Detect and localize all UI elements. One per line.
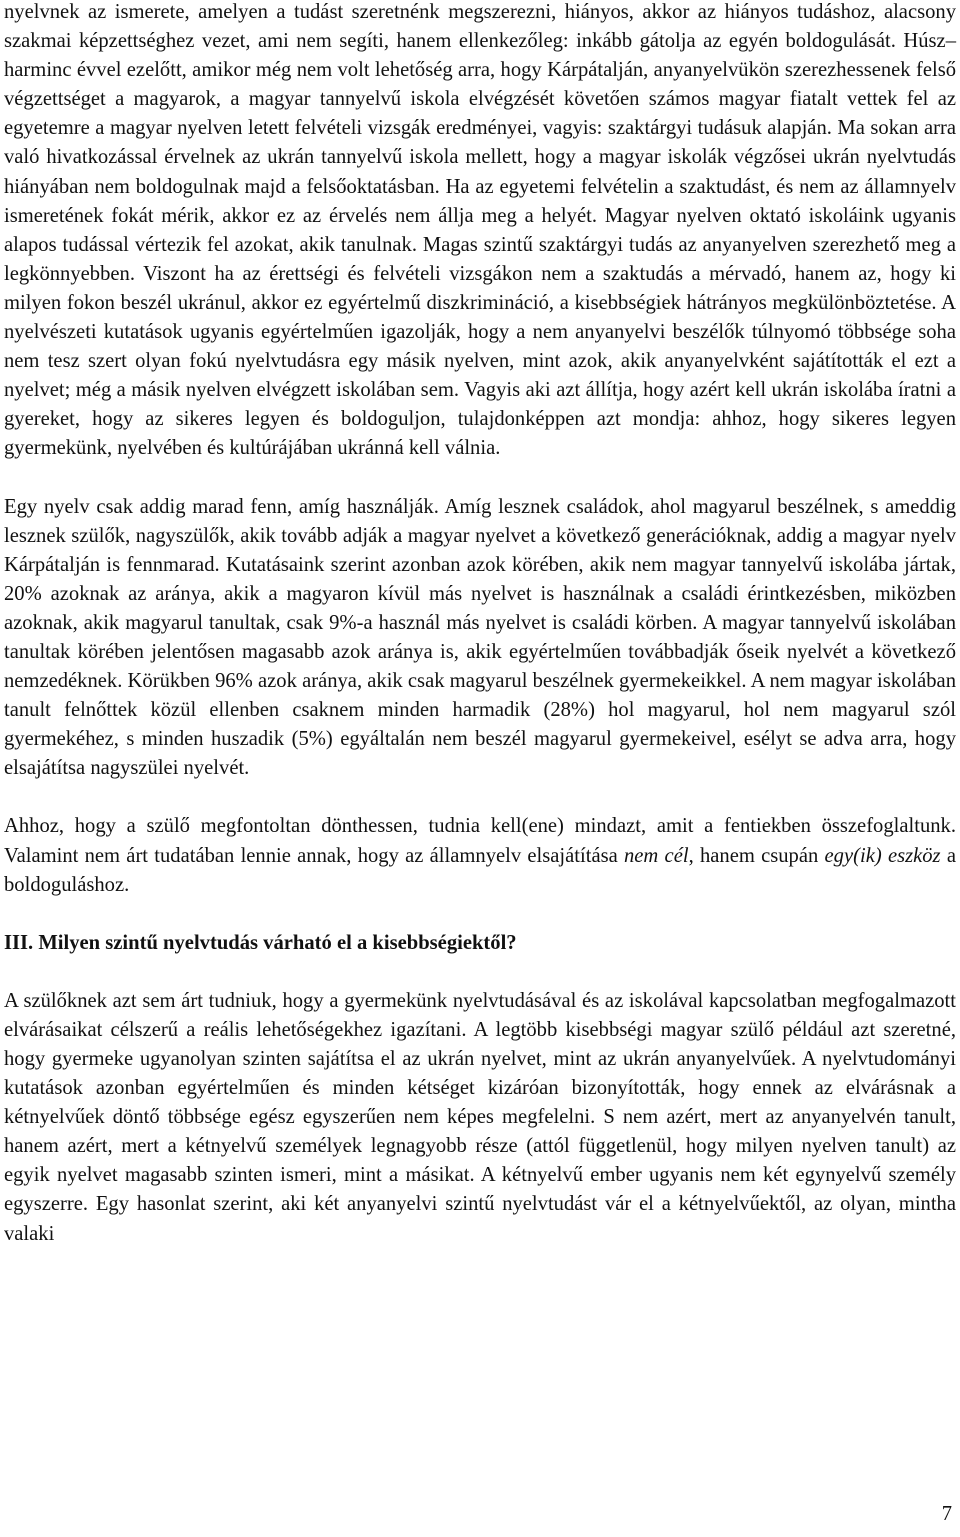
- paragraph-4: A szülőknek azt sem árt tudniuk, hogy a gyermekünk nyelvtudásával és az iskolával kapcsolatban megfogalmazott elvárásaikat célszerű a reális lehetőségekhez igazítani. A legtöbb kisebbségi magyar szülő például azt szeretné, hogy gyermeke ugyanolyan szinten sajátítsa el az ukrán nyelvet, mint az ukrán anyanyelvűek. A nyelvtudományi kutatások azonban egyértelműen és minden kétséget kizáróan bizonyították, hogy ennek az elvárásnak a kétnyelvűek döntő többsége egész egyszerűen nem képes megfelelni. S nem azért, mert az anyanyelvén tanult, hanem azért, mert a kétnyelvű személyek legnagyobb része (attól függetlenül, hogy milyen nyelven tanult) az egyik nyelvet magasabb szinten ismeri, mint a másikat. A kétnyelvű ember ugyanis nem két egynyelvű személy egyszerre. Egy hasonlat szerint, aki két anyanyelvi szintű nyelvtudást vár el a kétnyelvűektől, az olyan, mintha valaki: [4, 989, 956, 1245]
- page-number: 7: [941, 1503, 952, 1525]
- paragraph-3-emphasis-2: egy(ik) eszköz: [824, 844, 941, 867]
- paragraph-3-text-end: a boldoguláshoz.: [4, 844, 956, 896]
- paragraph-2: Egy nyelv csak addig marad fenn, amíg használják. Amíg lesznek családok, ahol magyarul beszélnek, s ameddig lesznek szülők, nagyszülők, akik tovább adják a magyar nyelvet a következő generációknak, addig a magyar nyelv Kárpátalján is fennmarad. Kutatásaink szerint azonban azok körében, akik nem magyar tannyelvű iskolába jártak, 20% azoknak az aránya, akik a magyaron kívül más nyelvet is használnak a családi érintkezésben, miközben azoknak, akik magyarul tanultak, csak 9%-a használ más nyelvet is családi körben. A magyar tannyelvű iskolában tanultak körében jelentősen magasabb azok aránya is, akik egyértelműen továbbadják őseik nyelvét a következő nemzedéknek. Körükben 96% azok aránya, akik csak magyarul beszélnek gyermekeikkel. A nem magyar iskolában tanult felnőttek közül ellenben csaknem minden harmadik (28%) hol magyarul, hol nem magyarul szól gyermekéhez, s minden huszadik (5%) egyáltalán nem beszél magyarul gyermekeivel, esélyt se adva arra, hogy elsajátítsa nagyszülei nyelvét.: [4, 495, 956, 780]
- paragraph-1: nyelvnek az ismerete, amelyen a tudást szeretnénk megszerezni, hiányos, akkor az hiányos tudáshoz, alacsony szakmai képzettséghez vezet, ami nem segíti, hanem ellenkezőleg: inkább gátolja az egyén boldogulását. Húsz–harminc évvel ezelőtt, amikor még nem volt lehetőség arra, hogy Kárpátalján, anyanyelvükön szerezhessenek felső végzettséget a magyarok, a magyar tannyelvű iskola elvégzését követően számos magyar fiatalt vettek fel az egyetemre a magyar nyelven letett felvételi vizsgák eredményei, vagyis: szaktárgyi tudásuk alapján. Ma sokan arra való hivatkozással érvelnek az ukrán tannyelvű iskola mellett, hogy a magyar iskolák végzősei ukrán nyelvtudás hiányában nem boldogulnak majd a felsőoktatásban. Ha az egyetemi felvételin a szaktudást, és nem az államnyelv ismeretének fokát mérik, akkor ez az érvelés nem állja meg a helyét. Magyar nyelven oktató iskoláink ugyanis alapos tudással vértezik fel azokat, akik tanulnak. Magas szintű szaktárgyi tudás az anyanyelven szerezhető meg a legkönnyebben. Viszont ha az érettségi és felvételi vizsgákon nem a szaktudás a mérvadó, hanem az, hogy ki milyen fokon beszél ukránul, akkor ez egyértelmű diszkrimináció, a kisebbségiek hátrányos megkülönböztetése. A nyelvészeti kutatások ugyanis egyértelműen igazolják, hogy a nem anyanyelvi beszélők túlnyomó többsége soha nem tesz szert olyan fokú nyelvtudásra egy másik nyelven, mint azok, akik anyanyelvként sajátították el ezt a nyelvet; még a másik nyelven elvégzett iskolában sem. Vagyis aki azt állítja, hogy azért kell ukrán iskolába íratni a gyereket, hogy az sikeres legyen és boldoguljon, tulajdonképpen azt mondja: ahhoz, hogy sikeres legyen gyermekünk, nyelvében és kultúrájában ukránná kell válnia.: [4, 1, 956, 460]
- section-heading: III. Milyen szintű nyelvtudás várható el a kisebbségiektől?: [4, 931, 517, 954]
- paragraph-3-text-start: Ahhoz, hogy a szülő megfontoltan dönthessen, tudnia kell(ene) mindazt, amit a fentiekben összefoglaltunk. Valamint nem árt tudatában lennie annak, hogy az államnyelv elsajátítása: [4, 815, 956, 867]
- paragraph-3-emphasis-1: nem cél: [624, 844, 689, 867]
- paragraph-3-text-mid: , hanem csupán: [688, 844, 825, 867]
- paragraph-3: [4, 812, 956, 899]
